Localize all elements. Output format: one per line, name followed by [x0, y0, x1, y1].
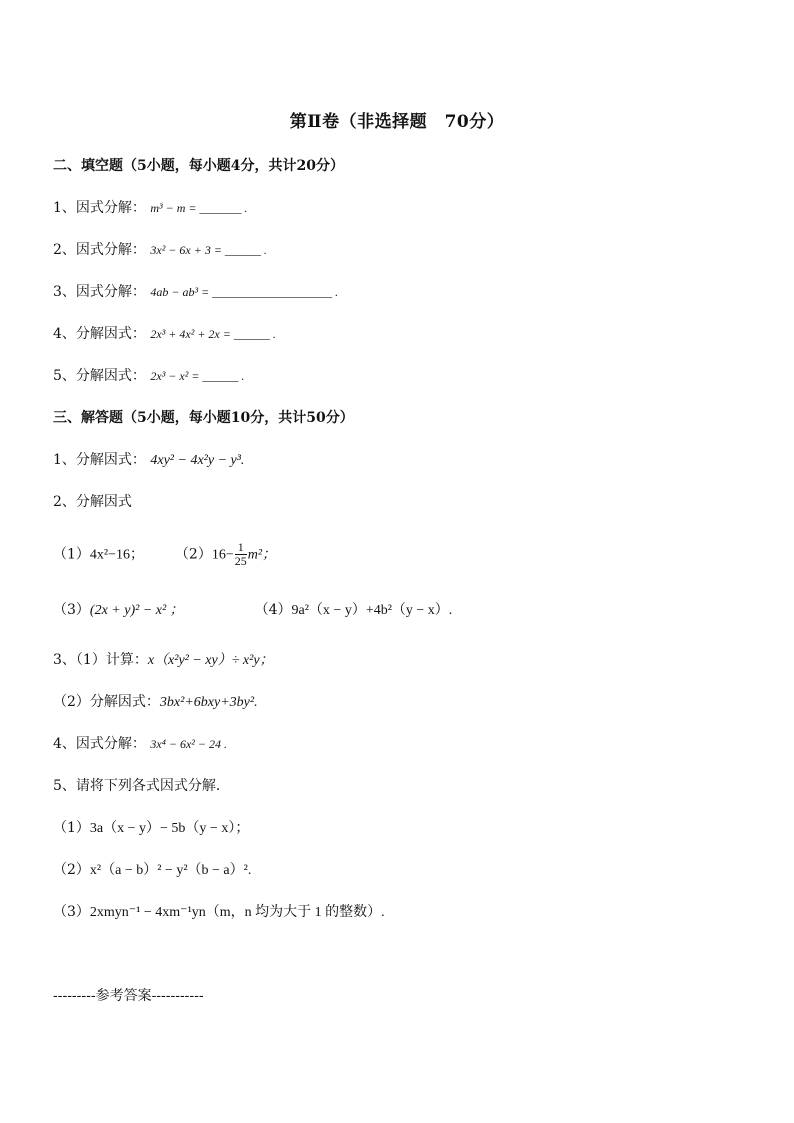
question-solve-1: [53, 451, 244, 470]
question-number: 1、分解因式：: [53, 452, 146, 468]
fraction-numerator: 1: [235, 541, 247, 555]
question-expression: m³ − m = _______ .: [150, 201, 248, 215]
question-expression: 2x³ − x² = ______ .: [150, 369, 245, 383]
page-title: 第Ⅱ卷（非选择题 70分）: [289, 112, 505, 132]
part-label: （3）: [53, 602, 90, 618]
part-expression: 3a（x − y）− 5b（y − x）；: [89, 821, 250, 836]
part-label: （1）: [53, 546, 90, 563]
question-number: 4、因式分解：: [53, 736, 146, 752]
question-fill-2: [53, 241, 267, 259]
fraction-denominator: 25: [234, 554, 247, 568]
question-expression: 4ab − ab³ = ____________________ .: [150, 285, 339, 299]
part-expression: x²（a − b）² − y²（b − a）².: [89, 863, 252, 878]
section-heading-solve: 三、解答题（5小题，每小题10分，共计50分）: [53, 410, 354, 426]
part-label: （1）: [53, 820, 90, 836]
question-expression: 3x⁴ − 6x² − 24 .: [150, 737, 227, 751]
question-fill-5: [53, 367, 244, 385]
question-fill-4: [53, 325, 276, 343]
question-solve-2-row1: [53, 541, 276, 568]
question-expression: 2x³ + 4x² + 2x = ______ .: [150, 327, 276, 341]
part-expression: 2xmyn⁻¹ − 4xm⁻¹yn（m，n 均为大于 1 的整数）.: [89, 905, 385, 920]
answer-key-divider: ---------参考答案-----------: [53, 988, 204, 1004]
question-solve-2-row2: [53, 601, 452, 620]
question-solve-4: [53, 735, 227, 753]
question-number: 5、分解因式：: [53, 368, 146, 384]
question-solve-5-title: 5、请将下列各式因式分解．: [53, 778, 230, 794]
question-expression: 3x² − 6x + 3 = ______ .: [150, 243, 267, 257]
part-label: （2）: [53, 862, 90, 878]
part-expression: 4x²−16；: [89, 547, 145, 563]
part-expression: 3bx²+6bxy+3by².: [159, 695, 258, 710]
question-solve-5-part1: [53, 819, 249, 838]
part-label: （2）分解因式：: [53, 694, 160, 710]
part-expression: 9a²（x − y）+4b²（y − x）.: [291, 603, 453, 618]
fraction: [235, 541, 247, 568]
part-expression: (2x + y)² − x² ；: [89, 603, 184, 618]
part-label: （3）: [53, 904, 90, 920]
question-solve-3-part2: [53, 693, 258, 712]
part-label: （4）: [254, 602, 292, 618]
question-number: 2、因式分解：: [53, 242, 146, 258]
part-label: （2）: [174, 546, 212, 563]
question-expression: 4xy² − 4x²y − y³.: [150, 453, 245, 468]
question-fill-3: [53, 283, 338, 301]
question-solve-5-part2: [53, 861, 251, 880]
question-number: 4、分解因式：: [53, 326, 146, 342]
question-solve-5-part3: [53, 903, 385, 922]
question-solve-2-title: 2、分解因式: [53, 494, 132, 510]
part-expression-post: m²；: [247, 547, 277, 563]
question-fill-1: [53, 199, 248, 217]
part-label: 3、（1）计算：: [53, 652, 148, 668]
question-number: 3、因式分解：: [53, 284, 146, 300]
question-solve-3-part1: [53, 651, 274, 670]
section-heading-fill-blank: 二、填空题（5小题，每小题4分，共计20分）: [53, 158, 344, 174]
part-expression: x（x²y² − xy）÷ x²y；: [147, 653, 274, 668]
question-number: 1、因式分解：: [53, 200, 146, 216]
part-expression-pre: 16−: [211, 547, 234, 563]
